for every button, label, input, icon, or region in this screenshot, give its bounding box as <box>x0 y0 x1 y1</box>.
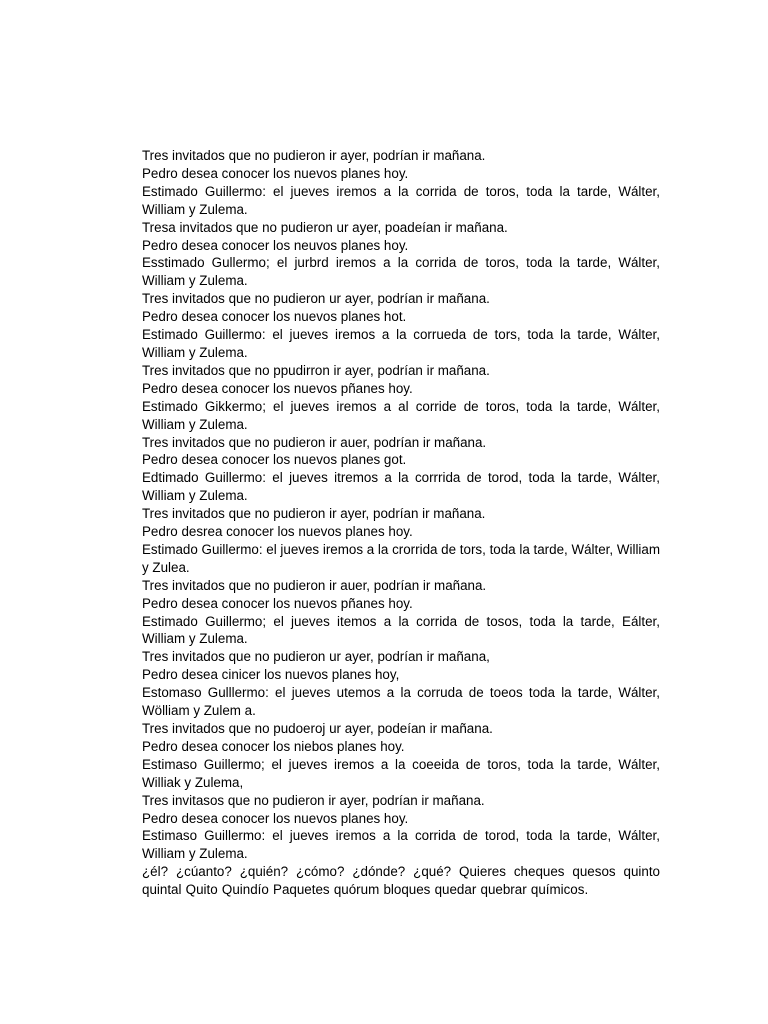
paragraph: Edtimado Guillermo: el jueves itremos a la corrrida de torod, toda la tarde, Wálter, William y Zulema. <box>142 470 660 504</box>
paragraph: Pedro desea conocer los nuevos pñanes hoy. <box>142 380 413 396</box>
paragraph: Tres invitasos que no pudieron ir ayer, podrían ir mañana. <box>142 792 485 808</box>
paragraph: Pedro desea conocer los nuevos planes hoy. <box>142 165 409 181</box>
paragraph: Pedro desrea conocer los nuevos planes hoy. <box>142 524 413 540</box>
paragraph: Tres invitados que no pudieron ir ayer, podrían ir mañana. <box>142 148 486 163</box>
paragraph: Tres invitados que no pudieron ir auer, podrían ir mañana. <box>142 434 487 450</box>
paragraph: Pedro desea conocer los neuvos planes hoy. <box>142 237 409 253</box>
paragraph: Pedro desea cinicer los nuevos planes hoy, <box>142 667 400 683</box>
paragraph: Estimaso Guillermo: el jueves iremos a la corrida de torod, toda la tarde, Wálter, William y Zulema. <box>142 828 660 862</box>
paragraph: Pedro desea conocer los niebos planes hoy. <box>142 738 405 754</box>
paragraph: Tresa invitados que no pudieron ur ayer, poadeían ir mañana. <box>142 219 508 235</box>
paragraph: Pedro desea conocer los nuevos planes got. <box>142 452 407 468</box>
paragraph: Tres invitados que no pudieron ir ayer, podrían ir mañana. <box>142 506 486 522</box>
paragraph: Tres invitados que no pudoeroj ur ayer, podeían ir mañana. <box>142 721 493 736</box>
paragraph: ¿él? ¿cúanto? ¿quién? ¿cómo? ¿dónde? ¿qué? Quieres cheques quesos quinto quintal Quito Quindío Paquetes quórum bloques quedar quebrar químicos. <box>142 864 660 898</box>
paragraph: Tres invitados que no pudieron ur ayer, podrían ir mañana, <box>142 649 490 665</box>
document-body <box>142 147 660 899</box>
paragraph: Tres invitados que no pudieron ur ayer, podrían ir mañana. <box>142 291 490 307</box>
paragraph: Esstimado Gullermo; el jurbrd iremos a la corrida de toros, toda la tarde, Wálter, William y Zulema. <box>142 255 660 289</box>
paragraph: Estimaso Guillermo; el jueves iremos a la coeeida de toros, toda la tarde, Wálter, Williak y Zulema, <box>142 756 660 790</box>
paragraph: Tres invitados que no pudieron ir auer, podrían ir mañana. <box>142 577 487 593</box>
paragraph: Pedro desea conocer los nuevos planes hot. <box>142 309 407 325</box>
paragraph: Tres invitados que no ppudirron ir ayer, podrían ir mañana. <box>142 362 490 378</box>
paragraph: Estimado Gikkermo; el jueves iremos a al corride de toros, toda la tarde, Wálter, William y Zulema. <box>142 398 660 432</box>
paragraph: Estomaso Gulllermo: el jueves utemos a la corruda de toeos toda la tarde, Wálter, Wölliam y Zulem a. <box>142 685 660 719</box>
paragraph: Estimado Guillermo: el jueves iremos a la corrueda de tors, toda la tarde, Wálter, William y Zulema. <box>142 327 660 360</box>
paragraph: Estimado Guillermo; el jueves itemos a la corrida de tosos, toda la tarde, Eálter, William y Zulema. <box>142 613 660 647</box>
paragraph: Pedro desea conocer los nuevos pñanes hoy. <box>142 595 413 611</box>
paragraph: Estimado Guillermo: el jueves iremos a la crorrida de tors, toda la tarde, Wálter, William y Zulea. <box>142 541 660 575</box>
paragraph: Estimado Guillermo: el jueves iremos a la corrida de toros, toda la tarde, Wálter, William y Zulema. <box>142 183 660 217</box>
paragraph: Pedro desea conocer los nuevos planes hoy. <box>142 810 409 826</box>
